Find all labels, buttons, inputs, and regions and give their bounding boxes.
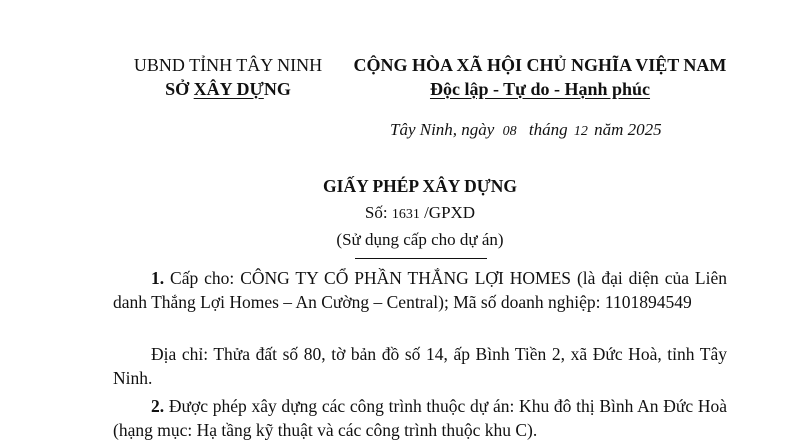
date-year: năm 2025 (594, 120, 662, 139)
paragraph-address (113, 342, 727, 390)
number-suffix: /GPXD (424, 203, 476, 222)
national-heading (340, 54, 740, 100)
paragraph-3-number: 2. (151, 396, 165, 416)
document-title: GIẤY PHÉP XÂY DỰNG (323, 176, 517, 196)
document-title-block (240, 175, 600, 251)
paragraph-1-number: 1. (151, 268, 165, 288)
paragraph-1-text: Cấp cho: CÔNG TY CỔ PHẦN THẮNG LỢI HOMES (là đại diện của Liên danh Thắng Lợi Homes – An Cường – Central); Mã số doanh nghiệp: 1101894549 (113, 268, 727, 312)
department-prefix: SỞ (165, 79, 194, 99)
number-value: 1631 (391, 207, 420, 222)
title-divider (355, 258, 487, 259)
issuer-block (128, 54, 328, 100)
document-subtitle: (Sử dụng cấp cho dự án) (336, 230, 504, 249)
date-month: 12 (573, 124, 588, 139)
national-title: CỘNG HÒA XÃ HỘI CHỦ NGHĨA VIỆT NAM (353, 55, 727, 75)
motto-text: Độc lập - Tự do - Hạnh phúc (429, 79, 651, 99)
issuer-province: UBND TỈNH TÂY NINH (133, 55, 323, 75)
paragraph-recipient (113, 266, 727, 314)
date-month-label: tháng (528, 120, 568, 139)
document-number (240, 202, 600, 226)
date-place: Tây Ninh, ngày (390, 120, 495, 139)
department-suffix: NG (263, 79, 291, 99)
national-motto (340, 78, 740, 100)
paragraph-2-text: Địa chỉ: Thửa đất số 80, tờ bản đồ số 14, ấp Bình Tiền 2, xã Đức Hoà, tỉnh Tây Ninh. (113, 344, 727, 388)
number-label: Số: (364, 203, 388, 222)
paragraph-3-text: Được phép xây dựng các công trình thuộc dự án: Khu đô thị Bình An Đức Hoà (hạng mục: Hạ tầng kỹ thuật và các công trình thuộc khu C). (113, 396, 727, 440)
paragraph-permit-scope (113, 394, 727, 442)
date-day: 08 (502, 124, 517, 139)
department-underlined: XÂY DỰ (193, 79, 264, 99)
issuer-department (128, 78, 328, 100)
date-line (390, 119, 662, 143)
